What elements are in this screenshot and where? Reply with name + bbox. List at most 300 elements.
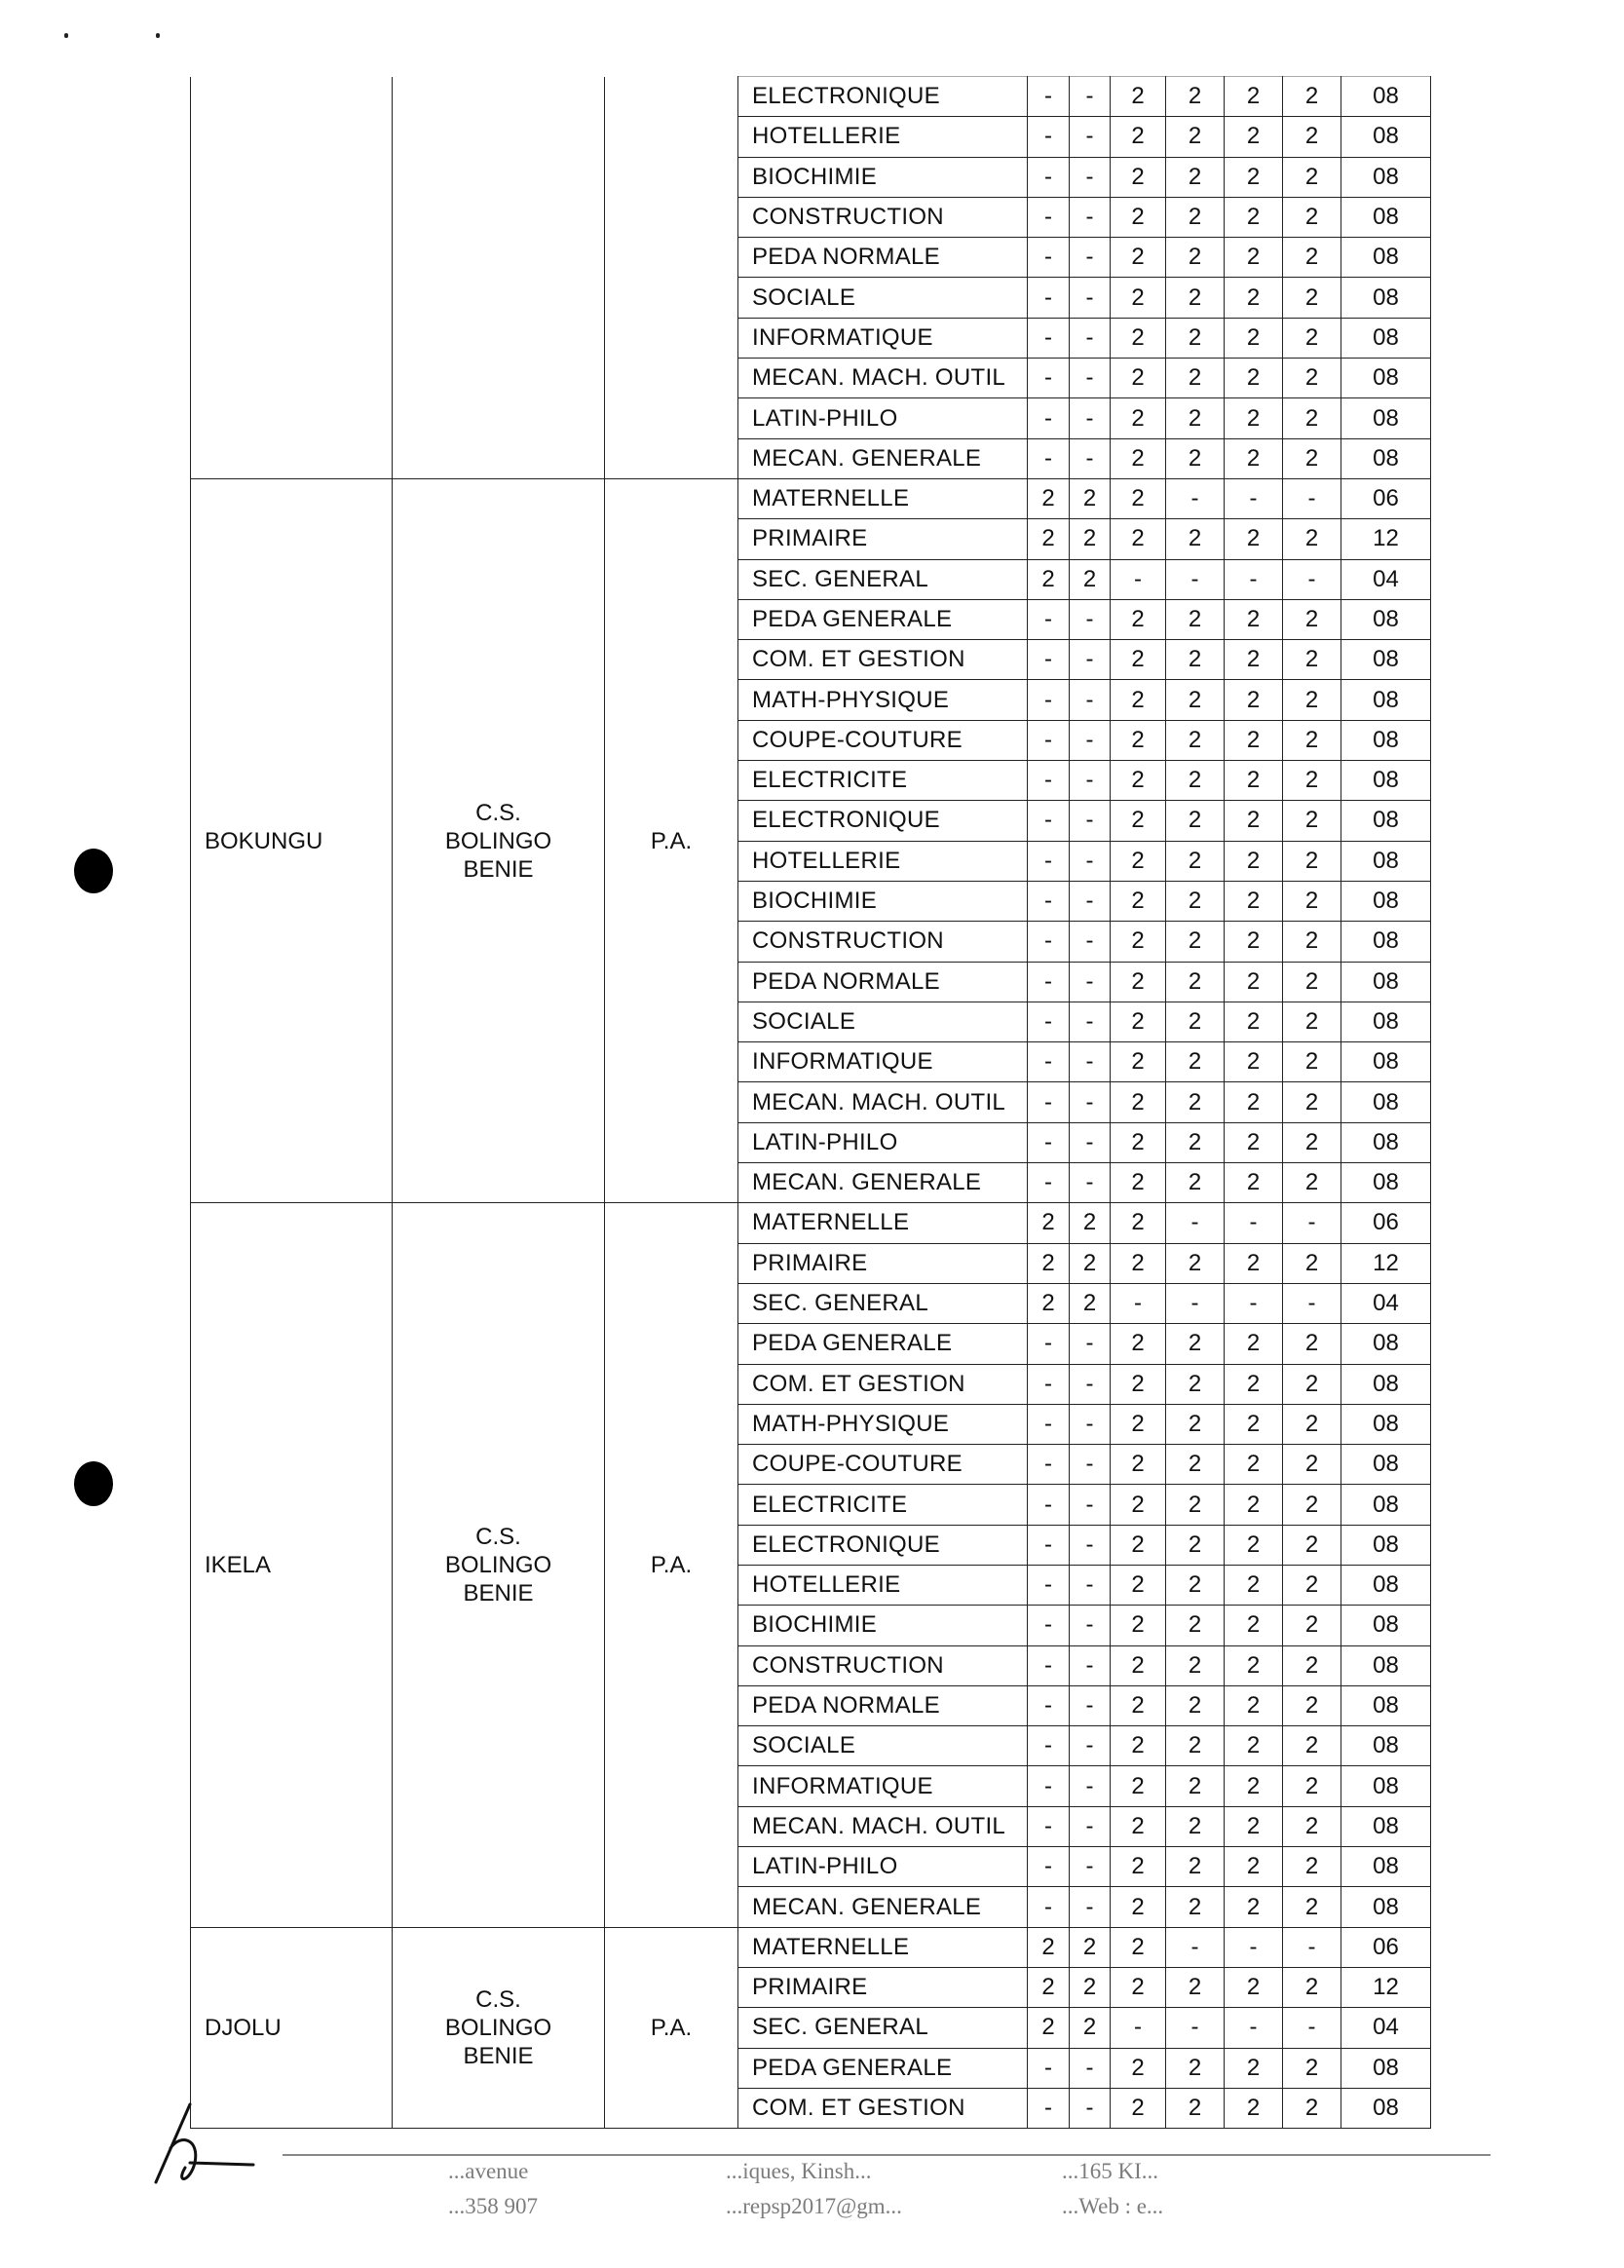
class-count-cell: 2 [1111, 1082, 1166, 1122]
class-count-cell: 2 [1283, 640, 1341, 680]
total-cell: 08 [1341, 1606, 1431, 1645]
class-count-cell: 2 [1166, 398, 1225, 438]
class-count-cell: 2 [1111, 519, 1166, 559]
option-cell: SEC. GENERAL [738, 1283, 1028, 1323]
class-count-cell: 2 [1225, 278, 1283, 318]
option-cell: PEDA NORMALE [738, 238, 1028, 278]
option-cell: COM. ET GESTION [738, 640, 1028, 680]
class-count-cell: - [1028, 117, 1070, 157]
class-count-cell: - [1028, 1685, 1070, 1725]
class-count-cell: 2 [1225, 841, 1283, 881]
class-count-cell: 2 [1225, 117, 1283, 157]
class-count-cell: 2 [1225, 1967, 1283, 2007]
total-cell: 08 [1341, 1042, 1431, 1082]
class-count-cell: 2 [1283, 318, 1341, 358]
class-count-cell: - [1028, 720, 1070, 760]
option-cell: PEDA GENERALE [738, 1324, 1028, 1364]
status-cell [605, 478, 738, 1202]
class-count-cell: - [1070, 1042, 1111, 1082]
class-count-cell: 2 [1225, 1002, 1283, 1041]
class-count-cell: 2 [1111, 1042, 1166, 1082]
territory-cell-text: BOKUNGU [205, 827, 323, 854]
class-count-cell: 2 [1070, 559, 1111, 599]
class-count-cell: - [1225, 478, 1283, 518]
total-cell: 08 [1341, 1766, 1431, 1806]
class-count-cell: - [1070, 1485, 1111, 1525]
class-count-cell: 2 [1111, 117, 1166, 157]
total-cell: 08 [1341, 1002, 1431, 1041]
class-count-cell: 2 [1166, 599, 1225, 639]
class-count-cell: 2 [1225, 1806, 1283, 1846]
class-count-cell: - [1283, 1927, 1341, 1967]
total-cell: 08 [1341, 1685, 1431, 1725]
class-count-cell: 2 [1225, 359, 1283, 398]
class-count-cell: 2 [1028, 1203, 1070, 1243]
total-cell: 08 [1341, 1485, 1431, 1525]
school-cell [393, 77, 605, 479]
class-count-cell: 2 [1225, 881, 1283, 921]
class-count-cell: - [1070, 398, 1111, 438]
class-count-cell: 2 [1111, 881, 1166, 921]
class-count-cell: 2 [1111, 438, 1166, 478]
class-count-cell: - [1283, 1283, 1341, 1323]
class-count-cell: - [1028, 359, 1070, 398]
class-count-cell: 2 [1028, 519, 1070, 559]
total-cell: 08 [1341, 841, 1431, 881]
class-count-cell: 2 [1070, 1927, 1111, 1967]
territory-cell [191, 478, 393, 1202]
class-count-cell: - [1028, 1485, 1070, 1525]
total-cell: 08 [1341, 1525, 1431, 1565]
class-count-cell: 2 [1225, 1404, 1283, 1444]
class-count-cell: - [1070, 157, 1111, 197]
class-count-cell: - [1028, 1404, 1070, 1444]
class-count-cell: - [1028, 238, 1070, 278]
class-count-cell: - [1028, 680, 1070, 720]
class-count-cell: - [1028, 1082, 1070, 1122]
option-cell: PEDA NORMALE [738, 1685, 1028, 1725]
class-count-cell: 2 [1225, 1485, 1283, 1525]
class-count-cell: 2 [1225, 1606, 1283, 1645]
class-count-cell: - [1225, 2008, 1283, 2048]
class-count-cell: 2 [1283, 238, 1341, 278]
total-cell: 08 [1341, 599, 1431, 639]
total-cell: 08 [1341, 1887, 1431, 1927]
class-count-cell: 2 [1225, 1766, 1283, 1806]
class-count-cell: - [1166, 1927, 1225, 1967]
option-cell: HOTELLERIE [738, 841, 1028, 881]
class-count-cell: - [1070, 841, 1111, 881]
total-cell: 08 [1341, 680, 1431, 720]
class-count-cell: 2 [1283, 1565, 1341, 1605]
footer-web: ...Web : e... [1062, 2194, 1164, 2218]
class-count-cell: - [1070, 1606, 1111, 1645]
class-count-cell: 2 [1283, 841, 1341, 881]
class-count-cell: 2 [1166, 278, 1225, 318]
class-count-cell: - [1283, 1203, 1341, 1243]
option-cell: ELECTRICITE [738, 761, 1028, 801]
class-count-cell: - [1070, 640, 1111, 680]
total-cell: 08 [1341, 1726, 1431, 1766]
class-count-cell: 2 [1111, 1404, 1166, 1444]
class-count-cell: 2 [1028, 1283, 1070, 1323]
total-cell: 08 [1341, 761, 1431, 801]
territory-cell-text: IKELA [205, 1551, 272, 1578]
school-cell-text: C.S. BOLINGO BENIE [444, 1985, 552, 2069]
class-count-cell: 2 [1166, 841, 1225, 881]
class-count-cell: 2 [1111, 1927, 1166, 1967]
class-count-cell: 2 [1111, 1726, 1166, 1766]
option-cell: MATH-PHYSIQUE [738, 1404, 1028, 1444]
class-count-cell: 2 [1166, 720, 1225, 760]
total-cell: 08 [1341, 2088, 1431, 2128]
class-count-cell: 2 [1111, 1645, 1166, 1685]
class-count-cell: 2 [1111, 398, 1166, 438]
class-count-cell: 2 [1166, 1887, 1225, 1927]
status-cell [605, 1927, 738, 2128]
option-cell: MATERNELLE [738, 1203, 1028, 1243]
class-count-cell: 2 [1166, 1766, 1225, 1806]
class-count-cell: - [1166, 1203, 1225, 1243]
class-count-cell: 2 [1166, 318, 1225, 358]
class-count-cell: - [1070, 962, 1111, 1002]
class-count-cell: 2 [1283, 1122, 1341, 1162]
class-count-cell: 2 [1283, 1163, 1341, 1203]
class-count-cell: 2 [1225, 1887, 1283, 1927]
class-count-cell: - [1028, 599, 1070, 639]
total-cell: 08 [1341, 1122, 1431, 1162]
class-count-cell: - [1070, 1645, 1111, 1685]
school-cell-text: C.S. BOLINGO BENIE [444, 1523, 552, 1606]
class-count-cell: 2 [1225, 1243, 1283, 1283]
total-cell: 04 [1341, 2008, 1431, 2048]
speck-mark [64, 33, 68, 38]
class-count-cell: - [1070, 801, 1111, 841]
class-count-cell: - [1028, 1122, 1070, 1162]
class-count-cell: 2 [1283, 117, 1341, 157]
class-count-cell: - [1070, 1847, 1111, 1887]
class-count-cell: - [1028, 1887, 1070, 1927]
class-count-cell: 2 [1166, 438, 1225, 478]
class-count-cell: 2 [1028, 559, 1070, 599]
total-cell: 08 [1341, 117, 1431, 157]
class-count-cell: 2 [1111, 1203, 1166, 1243]
option-cell: ELECTRONIQUE [738, 77, 1028, 117]
class-count-cell: 2 [1111, 640, 1166, 680]
class-count-cell: - [1028, 1163, 1070, 1203]
class-count-cell: 2 [1166, 1042, 1225, 1082]
class-count-cell: 2 [1166, 1685, 1225, 1725]
option-cell: INFORMATIQUE [738, 1042, 1028, 1082]
total-cell: 08 [1341, 238, 1431, 278]
punch-hole [74, 849, 113, 893]
class-count-cell: - [1070, 1525, 1111, 1565]
class-count-cell: - [1225, 559, 1283, 599]
class-count-cell: 2 [1283, 278, 1341, 318]
class-count-cell: - [1070, 1122, 1111, 1162]
class-count-cell: 2 [1283, 398, 1341, 438]
total-cell: 08 [1341, 318, 1431, 358]
speck-mark [156, 33, 160, 38]
class-count-cell: 2 [1166, 1606, 1225, 1645]
class-count-cell: 2 [1283, 881, 1341, 921]
option-cell: PEDA NORMALE [738, 962, 1028, 1002]
class-count-cell: - [1070, 438, 1111, 478]
class-count-cell: 2 [1283, 1726, 1341, 1766]
class-count-cell: - [1070, 881, 1111, 921]
class-count-cell: 2 [1283, 2048, 1341, 2088]
class-count-cell: 2 [1283, 1606, 1341, 1645]
total-cell: 08 [1341, 1404, 1431, 1444]
option-cell: COUPE-COUTURE [738, 720, 1028, 760]
class-count-cell: 2 [1283, 1806, 1341, 1846]
class-count-cell: 2 [1166, 1404, 1225, 1444]
school-cell-text: C.S. BOLINGO BENIE [444, 799, 552, 883]
class-count-cell: 2 [1225, 1685, 1283, 1725]
school-cell [393, 478, 605, 1202]
class-count-cell: 2 [1111, 2088, 1166, 2128]
class-count-cell: 2 [1070, 478, 1111, 518]
class-count-cell: 2 [1225, 761, 1283, 801]
option-cell: ELECTRICITE [738, 1485, 1028, 1525]
option-cell: SOCIALE [738, 278, 1028, 318]
class-count-cell: - [1028, 922, 1070, 962]
class-count-cell: 2 [1111, 238, 1166, 278]
total-cell: 04 [1341, 559, 1431, 599]
class-count-cell: 2 [1166, 1002, 1225, 1041]
class-count-cell: - [1111, 559, 1166, 599]
class-count-cell: - [1028, 1726, 1070, 1766]
class-count-cell: 2 [1225, 398, 1283, 438]
class-count-cell: 2 [1166, 157, 1225, 197]
class-count-cell: 2 [1225, 801, 1283, 841]
class-count-cell: - [1028, 1445, 1070, 1485]
class-count-cell: 2 [1166, 1324, 1225, 1364]
class-count-cell: - [1070, 1404, 1111, 1444]
class-count-cell: 2 [1166, 1645, 1225, 1685]
class-count-cell: 2 [1166, 1445, 1225, 1485]
class-count-cell: 2 [1166, 77, 1225, 117]
class-count-cell: 2 [1225, 1565, 1283, 1605]
option-cell: MECAN. GENERALE [738, 1887, 1028, 1927]
option-cell: COM. ET GESTION [738, 1364, 1028, 1404]
class-count-cell: 2 [1166, 238, 1225, 278]
class-count-cell: 2 [1166, 922, 1225, 962]
footer-address-left: ...avenue [448, 2159, 529, 2183]
class-count-cell: 2 [1111, 841, 1166, 881]
class-count-cell: 2 [1111, 1243, 1166, 1283]
class-count-cell: - [1283, 559, 1341, 599]
total-cell: 08 [1341, 1163, 1431, 1203]
class-count-cell: 2 [1166, 1967, 1225, 2007]
option-cell: LATIN-PHILO [738, 1847, 1028, 1887]
class-count-cell: 2 [1225, 238, 1283, 278]
class-count-cell: - [1028, 278, 1070, 318]
class-count-cell: 2 [1111, 278, 1166, 318]
footer-rule [283, 2154, 1491, 2156]
total-cell: 08 [1341, 77, 1431, 117]
territory-cell [191, 1203, 393, 1927]
class-count-cell: 2 [1166, 1122, 1225, 1162]
total-cell: 08 [1341, 1645, 1431, 1685]
class-count-cell: 2 [1225, 1163, 1283, 1203]
table-row [191, 77, 1431, 117]
allocation-table [190, 76, 1431, 2129]
class-count-cell: 2 [1283, 157, 1341, 197]
class-count-cell: 2 [1225, 922, 1283, 962]
class-count-cell: 2 [1283, 962, 1341, 1002]
class-count-cell: 2 [1070, 1283, 1111, 1323]
class-count-cell: 2 [1166, 1163, 1225, 1203]
option-cell: CONSTRUCTION [738, 1645, 1028, 1685]
class-count-cell: 2 [1166, 1525, 1225, 1565]
class-count-cell: - [1028, 761, 1070, 801]
class-count-cell: 2 [1166, 1847, 1225, 1887]
class-count-cell: 2 [1070, 2008, 1111, 2048]
total-cell: 06 [1341, 478, 1431, 518]
class-count-cell: - [1028, 1847, 1070, 1887]
class-count-cell: - [1166, 478, 1225, 518]
option-cell: COM. ET GESTION [738, 2088, 1028, 2128]
class-count-cell: 2 [1166, 1243, 1225, 1283]
class-count-cell: 2 [1283, 801, 1341, 841]
option-cell: SOCIALE [738, 1726, 1028, 1766]
class-count-cell: - [1070, 1002, 1111, 1041]
class-count-cell: 2 [1111, 1565, 1166, 1605]
class-count-cell: - [1028, 1525, 1070, 1565]
class-count-cell: - [1070, 278, 1111, 318]
class-count-cell: 2 [1111, 478, 1166, 518]
class-count-cell: 2 [1111, 359, 1166, 398]
class-count-cell: 2 [1225, 1364, 1283, 1404]
class-count-cell: 2 [1225, 720, 1283, 760]
class-count-cell: - [1070, 1766, 1111, 1806]
option-cell: PRIMAIRE [738, 1243, 1028, 1283]
class-count-cell: - [1225, 1203, 1283, 1243]
class-count-cell: 2 [1283, 1082, 1341, 1122]
class-count-cell: 2 [1166, 1485, 1225, 1525]
class-count-cell: - [1028, 962, 1070, 1002]
class-count-cell: 2 [1166, 1565, 1225, 1605]
option-cell: MATERNELLE [738, 1927, 1028, 1967]
class-count-cell: - [1070, 680, 1111, 720]
class-count-cell: 2 [1166, 1806, 1225, 1846]
class-count-cell: 2 [1283, 761, 1341, 801]
class-count-cell: 2 [1111, 599, 1166, 639]
class-count-cell: - [1070, 1163, 1111, 1203]
class-count-cell: 2 [1166, 359, 1225, 398]
class-count-cell: 2 [1070, 1243, 1111, 1283]
option-cell: MECAN. GENERALE [738, 1163, 1028, 1203]
class-count-cell: 2 [1225, 1445, 1283, 1485]
total-cell: 12 [1341, 1967, 1431, 2007]
class-count-cell: 2 [1111, 77, 1166, 117]
class-count-cell: 2 [1283, 197, 1341, 237]
class-count-cell: 2 [1070, 1203, 1111, 1243]
class-count-cell: 2 [1111, 1525, 1166, 1565]
school-cell [393, 1927, 605, 2128]
class-count-cell: - [1028, 157, 1070, 197]
class-count-cell: 2 [1283, 1887, 1341, 1927]
class-count-cell: 2 [1225, 599, 1283, 639]
class-count-cell: 2 [1028, 1927, 1070, 1967]
class-count-cell: - [1070, 1565, 1111, 1605]
class-count-cell: 2 [1166, 2088, 1225, 2128]
class-count-cell: 2 [1283, 1645, 1341, 1685]
class-count-cell: 2 [1111, 1967, 1166, 2007]
class-count-cell: - [1283, 478, 1341, 518]
total-cell: 08 [1341, 438, 1431, 478]
class-count-cell: 2 [1111, 1002, 1166, 1041]
option-cell: PRIMAIRE [738, 519, 1028, 559]
class-count-cell: - [1070, 1445, 1111, 1485]
option-cell: SEC. GENERAL [738, 2008, 1028, 2048]
option-cell: MATH-PHYSIQUE [738, 680, 1028, 720]
class-count-cell: 2 [1111, 1324, 1166, 1364]
class-count-cell: 2 [1111, 720, 1166, 760]
class-count-cell: 2 [1283, 1243, 1341, 1283]
total-cell: 08 [1341, 922, 1431, 962]
option-cell: BIOCHIMIE [738, 1606, 1028, 1645]
class-count-cell: - [1028, 77, 1070, 117]
class-count-cell: 2 [1111, 2048, 1166, 2088]
class-count-cell: - [1028, 1324, 1070, 1364]
total-cell: 08 [1341, 2048, 1431, 2088]
class-count-cell: 2 [1111, 197, 1166, 237]
class-count-cell: 2 [1225, 1525, 1283, 1565]
option-cell: HOTELLERIE [738, 1565, 1028, 1605]
class-count-cell: 2 [1166, 761, 1225, 801]
class-count-cell: 2 [1283, 1364, 1341, 1404]
class-count-cell: 2 [1166, 680, 1225, 720]
class-count-cell: - [1070, 117, 1111, 157]
class-count-cell: 2 [1283, 720, 1341, 760]
class-count-cell: - [1070, 1324, 1111, 1364]
option-cell: PEDA GENERALE [738, 2048, 1028, 2088]
class-count-cell: - [1070, 599, 1111, 639]
option-cell: COUPE-COUTURE [738, 1445, 1028, 1485]
total-cell: 08 [1341, 1565, 1431, 1605]
class-count-cell: 2 [1166, 117, 1225, 157]
option-cell: LATIN-PHILO [738, 1122, 1028, 1162]
class-count-cell: - [1028, 1364, 1070, 1404]
total-cell: 08 [1341, 720, 1431, 760]
option-cell: SEC. GENERAL [738, 559, 1028, 599]
option-cell: MECAN. GENERALE [738, 438, 1028, 478]
status-cell [605, 77, 738, 479]
class-count-cell: - [1070, 1887, 1111, 1927]
class-count-cell: 2 [1283, 77, 1341, 117]
class-count-cell: 2 [1225, 1042, 1283, 1082]
class-count-cell: - [1070, 2048, 1111, 2088]
option-cell: LATIN-PHILO [738, 398, 1028, 438]
class-count-cell: 2 [1225, 519, 1283, 559]
territory-cell [191, 77, 393, 479]
option-cell: SOCIALE [738, 1002, 1028, 1041]
class-count-cell: - [1166, 1283, 1225, 1323]
class-count-cell: 2 [1111, 761, 1166, 801]
class-count-cell: 2 [1111, 157, 1166, 197]
class-count-cell: 2 [1166, 801, 1225, 841]
option-cell: PEDA GENERALE [738, 599, 1028, 639]
class-count-cell: 2 [1028, 2008, 1070, 2048]
class-count-cell: 2 [1225, 1324, 1283, 1364]
class-count-cell: 2 [1111, 801, 1166, 841]
class-count-cell: 2 [1111, 922, 1166, 962]
total-cell: 08 [1341, 278, 1431, 318]
class-count-cell: 2 [1283, 1404, 1341, 1444]
class-count-cell: 2 [1283, 1766, 1341, 1806]
